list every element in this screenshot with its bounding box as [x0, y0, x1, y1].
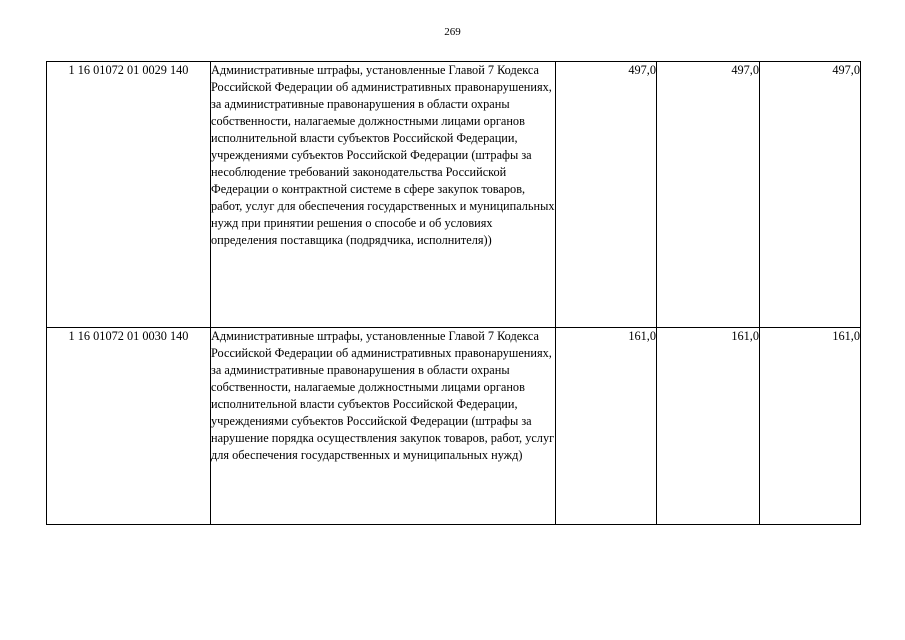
budget-revenue-table — [46, 61, 861, 525]
amount-year2-cell: 161,0 — [657, 328, 760, 525]
revenue-description-cell: Административные штрафы, установленные Главой 7 Кодекса Российской Федерации об административных правонарушениях, за административные правонарушения в области охраны собственности, налагаемые должностными лицами органов исполнительной власти субъектов Российской Федерации, учреждениями субъектов Российской Федерации (штрафы за нарушение порядка осуществления закупок товаров, работ, услуг для обеспечения государственных и муниципальных нужд) — [211, 328, 556, 525]
amount-year2-cell: 497,0 — [657, 62, 760, 328]
revenue-description-cell: Административные штрафы, установленные Главой 7 Кодекса Российской Федерации об административных правонарушениях, за административные правонарушения в области охраны собственности, налагаемые должностными лицами органов исполнительной власти субъектов Российской Федерации, учреждениями субъектов Российской Федерации (штрафы за несоблюдение требований законодательства Российской Федерации о контрактной системе в сфере закупок товаров, работ, услуг для обеспечения государственных и муниципальных нужд при принятии решения о способе и об условиях определения поставщика (подрядчика, исполнителя)) — [211, 62, 556, 328]
amount-year1-cell: 161,0 — [556, 328, 657, 525]
amount-year1-cell: 497,0 — [556, 62, 657, 328]
amount-year3-cell: 497,0 — [760, 62, 861, 328]
amount-year3-cell: 161,0 — [760, 328, 861, 525]
revenue-code-cell: 1 16 01072 01 0030 140 — [47, 328, 211, 525]
table-row — [47, 62, 861, 328]
table-row — [47, 328, 861, 525]
page-number: 269 — [444, 26, 461, 38]
revenue-code-cell: 1 16 01072 01 0029 140 — [47, 62, 211, 328]
